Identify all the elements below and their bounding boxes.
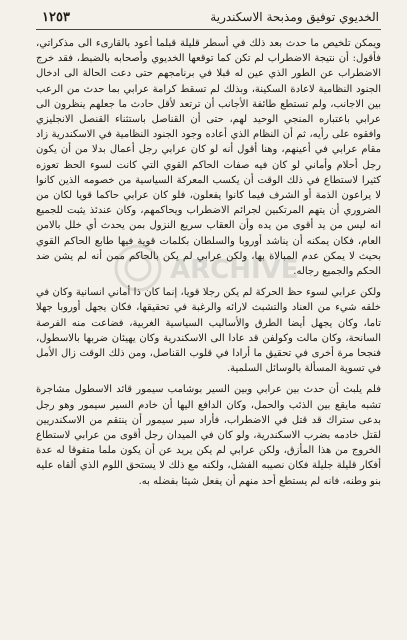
paragraph-3: فلم يلبث أن حدث بين عرابي وبين السير بوشامب سيمور قائد الاسطول مشاجرة تشبه مايقع بين الذئب والحمل، وكان الدافع اليها أن خادم السير سيمور وهو رجل بدعى ستراك قد قتل في الاضطراب، فأراد سير سيمور أن ينتقم من الاسكندريين لقتل خادمه بضرب الاسكندرية، ولو كان في الميدان رجل أقوى من عرابي لاستطاع الخروج من هذا المأزق، ولكن عرابي لم يكن يريد عن أن يكون ملما متفوقا له عدة أفكار قليلة جليلة فكان نصيبه الفشل، ولكنه مع ذلك لا يستحق اللوم الذي ألقاه عليه بنو وطنه، فانه لم يستطع أحد منهم أن يفعل شيئا بفضله به. xyxy=(36,384,381,487)
paragraph-1: ويمكن تلخيص ما حدث بعد ذلك في أسطر قليلة قبلما أعود بالقارىء الى مذكراتي، فأقول: أن نتيجة الاضطراب لم تكن كما توقعها الخديوي وأصحابه بالضبط، فقد خرج الاضطراب عن الطور الذي عين له قبلا في برنامجهم حتى دعت الحالة الى ادخال الجنود النظامية لاعادة السكينة، وبذلك لم تسقط كرامة عرابي بما حدث من الرعب بين الاجانب، ولم تستطع طائفة الأجانب أن ترتعد لأقل حادث ما جعلهم ينظرون الى عرابي باعتباره المنجي الوحيد لهم، حتى أن القناصل باستثناء القنصل الانجليزي وافقوه على رأيه، ثم أن النظام الذي أعاده وجود الجنود النظامية في الاسكندرية زاد مقام عرابي في أعينهم، وهنا أقول أنه لو كان عرابي رجل أعمال بدلا من أن يكون رجل أحلام وأماني لو كان فيه صفات الحاكم القوي التي كانت لسوء الحظ تعوزه كثيرا لاستطاع في ذلك الوقت أن يكسب المعركة السياسية من خصومه الذين كانوا لا يراعون الذمة أو الشرف فيما كانوا يفعلون، فلو كان عرابي حاكما قويا لكان من الضروري أن يتهم المرتكبين لجرائم الاضطراب ويحاكمهم، وكان عندئذ يثبت للجميع انه ليس من يد أقوى من يده وأن العقاب سريع النزول بمن يحدث أي خلل بالامن العام، فكان يمكنه أن يناشد أوروبا والسلطان بكلمات قوية فيها طابع الحاكم القوي بحيث لا يمكن عدم المبالاة بها، ولكن عرابي لم يكن بالحاكم ممن أنه لم يشن ضد الحكم والجميع رجاله. xyxy=(36,38,381,278)
body-text xyxy=(36,36,381,489)
page-number: ١٢٥٣ xyxy=(42,10,70,25)
page-header xyxy=(36,10,381,30)
watermark-text: ARCHIVE xyxy=(170,255,299,285)
paragraph-2: ولكن عرابي لسوء حظ الحركة لم يكن رجلا قويا، إنما كان ذا أماني انسانية وكان في خلقه شيء من العناد والتشبث لارائه والرغبة في تحقيقها، فكان يجهل أوروبا جهلا تاما، وكان يجهل أيضا الطرق والأساليب السياسية الغربية، فضاعت منه الفرصة السانحة، وكان مالت وكولفن قد عادا الى الاسكندرية وكان يهيئان ضربها بالاسطول، فنجحا مرة أخرى في تحقيق ما أرادا في قلوب القناصل، ومن ذلك الوقت زال الأمل في تسوية المسألة بالوسائل السلمية. xyxy=(36,287,381,375)
running-head: الخديوي توفيق ومذبحة الاسكندرية xyxy=(210,10,379,24)
